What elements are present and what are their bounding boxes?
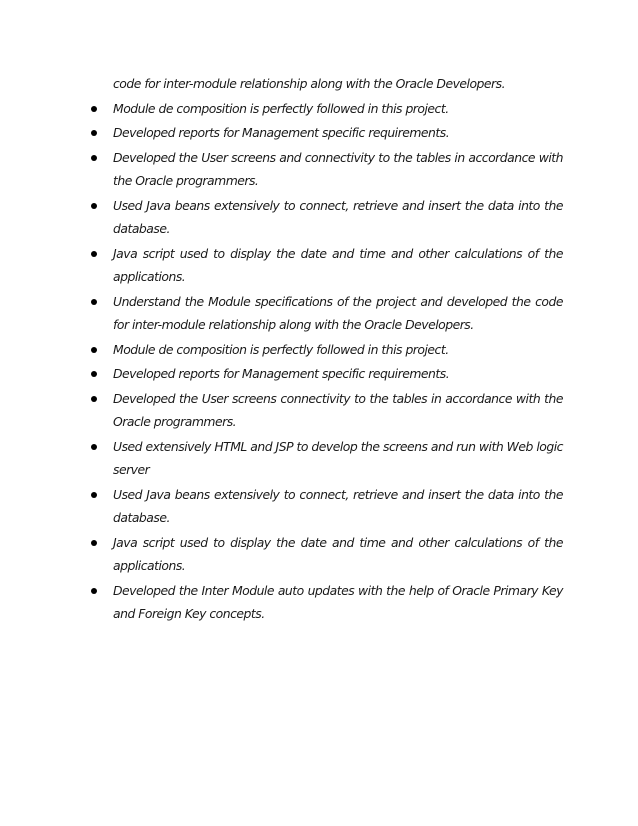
list-item-text: Used Java beans extensively to connect, retrieve and insert the data into the database. [113,486,563,525]
bullet-icon [91,396,97,402]
bullet-icon [91,106,97,112]
list-item-text: Used Java beans extensively to connect, retrieve and insert the data into the database. [113,197,563,236]
bullet-icon [91,492,97,498]
bullet-icon [91,588,97,594]
list-item [89,338,563,362]
bullet-icon [91,371,97,377]
list-item [89,97,563,121]
list-item-text: Developed reports for Management specific requirements. [113,366,450,381]
bullet-icon [91,155,97,161]
list-item-text: Understand the Module specifications of the project and developed the code for inter-module relationship along with the Oracle Developers. [113,293,563,332]
bullet-list [89,97,563,626]
list-item [89,290,563,337]
list-item [89,531,563,578]
list-item-text: Developed the User screens connectivity to the tables in accordance with the Oracle programmers. [113,390,563,429]
list-item [89,121,563,145]
list-item [89,242,563,289]
list-item [89,483,563,530]
list-item-text: Developed the User screens and connectivity to the tables in accordance with the Oracle programmers. [113,149,563,188]
bullet-icon [91,251,97,257]
list-item-text: Java script used to display the date and time and other calculations of the applications. [113,245,563,284]
bullet-icon [91,347,97,353]
list-item-text: Java script used to display the date and time and other calculations of the applications. [113,534,563,573]
list-item-text: Used extensively HTML and JSP to develop the screens and run with Web logic server [113,438,563,477]
continuation-text: code for inter-module relationship along with the Oracle Developers. [113,76,506,91]
list-item [89,579,563,626]
list-item [89,435,563,482]
list-item-text: Developed the Inter Module auto updates with the help of Oracle Primary Key and Foreign Key concepts. [113,582,563,621]
document-body [89,72,563,626]
list-item [89,362,563,386]
list-item-text: Module de composition is perfectly followed in this project. [113,341,449,357]
bullet-icon [91,203,97,209]
list-item-text: Module de composition is perfectly followed in this project. [113,100,449,116]
bullet-icon [91,444,97,450]
bullet-icon [91,299,97,305]
list-item [89,146,563,193]
list-item-text: Developed reports for Management specific requirements. [113,125,450,140]
bullet-icon [91,130,97,136]
list-item [89,194,563,241]
list-item [89,387,563,434]
bullet-icon [91,540,97,546]
